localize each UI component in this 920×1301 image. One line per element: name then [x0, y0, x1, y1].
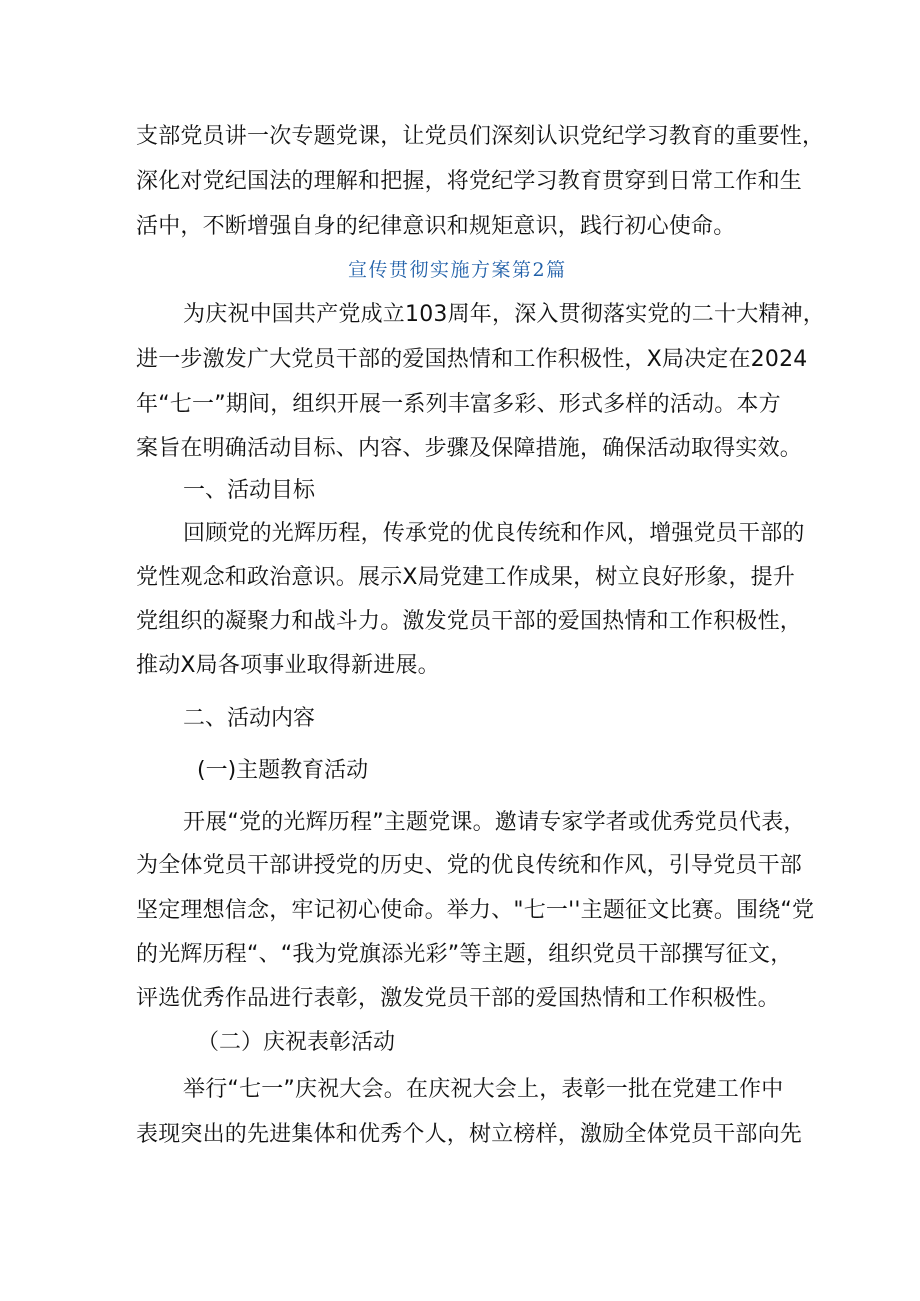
goal-line: 党性观念和政治意识。展示X局党建工作成果，树立良好形象，提升	[136, 565, 796, 590]
heading-goals: 一、活动目标	[183, 478, 316, 503]
heading-content: 二、活动内容	[183, 706, 316, 731]
education-line: 开展“党的光辉历程”主题党课。邀请专家学者或优秀党员代表，	[183, 810, 806, 835]
goal-line: 回顾党的光辉历程，传承党的优良传统和作风，增强党员干部的	[183, 521, 805, 546]
celebration-line: 表现突出的先进集体和优秀个人，树立榜样，激励全体党员干部向先	[136, 1122, 803, 1147]
intro-line: 深化对党纪国法的理解和把握，将党纪学习教育贯穿到日常工作和生	[136, 169, 803, 194]
intro-line: 支部党员讲一次专题党课，让党员们深刻认识党纪学习教育的重要性，	[136, 124, 825, 149]
education-line: 评选优秀作品进行表彰，激发党员干部的爱国热情和工作积极性。	[136, 986, 780, 1011]
intro-line: 活中，不断增强自身的纪律意识和规矩意识，践行初心使命。	[136, 214, 736, 239]
education-line: 的光辉历程“、“我为党旗添光彩”等主题，组织党员干部撰写征文，	[136, 942, 793, 967]
goal-line: 党组织的凝聚力和战斗力。激发党员干部的爱国热情和工作积极性，	[136, 609, 803, 634]
section-title: 宣传贯彻实施方案第2篇	[348, 259, 567, 281]
education-line: 为全体党员干部讲授党的历史、党的优良传统和作风，引导党员干部	[136, 853, 803, 878]
education-line: 坚定理想信念，牢记初心使命。举力、"七一''主题征文比赛。围绕“党	[136, 898, 815, 923]
goal-line: 推动X局各项事业取得新进展。	[136, 653, 440, 678]
preface-line: 为庆祝中国共产党成立103周年，深入贯彻落实党的二十大精神，	[183, 302, 825, 327]
preface-line: 年“七一”期间，组织开展一系列丰富多彩、形式多样的活动。本方	[136, 392, 781, 417]
subheading-celebration: （二）庆祝表彰活动	[197, 1030, 396, 1055]
celebration-line: 举行“七一”庆祝大会。在庆祝大会上，表彰一批在党建工作中	[183, 1077, 784, 1102]
subheading-education: (一)主题教育活动	[197, 758, 369, 783]
preface-line: 案旨在明确活动目标、内容、步骤及保障措施，确保活动取得实效。	[136, 436, 803, 461]
preface-line: 进一步激发广大党员干部的爱国热情和工作积极性，X局决定在2024	[136, 347, 808, 372]
